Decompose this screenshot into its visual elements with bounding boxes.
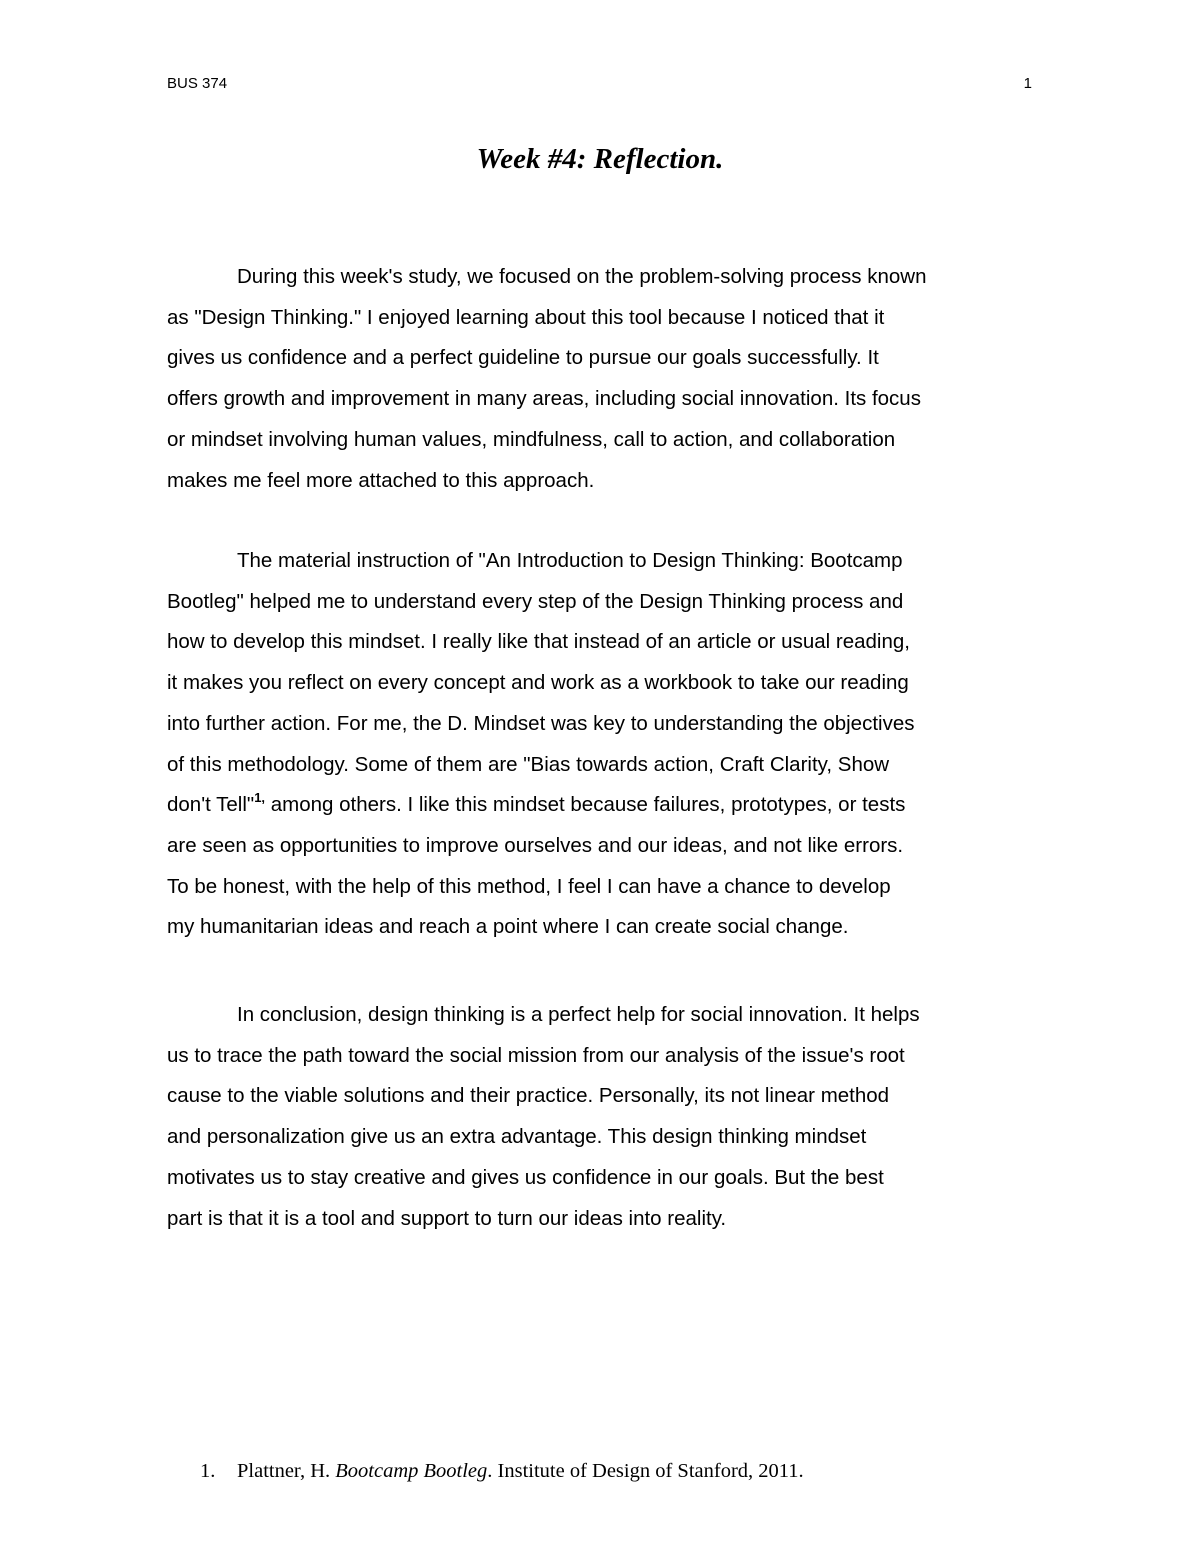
paragraph-line: cause to the viable solutions and their practice. Personally, its not linear method (167, 1084, 890, 1108)
paragraph-line: and personalization give us an extra advantage. This design thinking mindset (167, 1125, 867, 1149)
paragraph-line: how to develop this mindset. I really like that instead of an article or usual reading, (167, 630, 910, 654)
paragraph-line: us to trace the path toward the social mission from our analysis of the issue's root (167, 1043, 905, 1067)
header-course-code: BUS 374 (167, 75, 228, 92)
paragraph-line: of this methodology. Some of them are "Bias towards action, Craft Clarity, Show (167, 752, 890, 776)
paragraph-conclusion (167, 995, 1047, 1239)
paragraph-line: gives us confidence and a perfect guideline to pursue our goals successfully. It (167, 346, 879, 370)
footnote-citation (200, 1457, 804, 1485)
document-title: Week #4: Reflection. (476, 143, 724, 175)
paragraph-line: into further action. For me, the D. Mindset was key to understanding the objectives (167, 711, 915, 735)
paragraph-line: are seen as opportunities to improve ourselves and our ideas, and not like errors. (167, 833, 904, 857)
paragraph-line: In conclusion, design thinking is a perfect help for social innovation. It helps (237, 1003, 920, 1026)
paragraph-line: The material instruction of "An Introduction to Design Thinking: Bootcamp (237, 549, 903, 572)
footnote-author: Plattner, H. (237, 1460, 336, 1482)
paragraph-line: part is that it is a tool and support to turn our ideas into reality. (167, 1206, 727, 1230)
footnote-publisher: . Institute of Design of Stanford, 2011. (487, 1460, 804, 1482)
footnote-reference: 1, (254, 790, 266, 806)
paragraph-intro (167, 257, 1047, 501)
footnote-book-title: Bootcamp Bootleg (335, 1460, 488, 1482)
paragraph-line: Bootleg" helped me to understand every step of the Design Thinking process and (167, 589, 904, 613)
paragraph-line-with-footnote: don't Tell"$^{1,}$ among others. I like this mindset because failures, prototypes, or tests (167, 790, 906, 817)
paragraph-line: as "Design Thinking." I enjoyed learning about this tool because I noticed that it (167, 305, 885, 329)
footnote-number: 1. (200, 1460, 216, 1482)
paragraph-line: it makes you reflect on every concept and work as a workbook to take our reading (167, 671, 909, 695)
paragraph-line: To be honest, with the help of this method, I feel I can have a chance to develop (167, 874, 891, 898)
page-number: 1 (1023, 75, 1032, 92)
paragraph-line: or mindset involving human values, mindfulness, call to action, and collaboration (167, 427, 896, 451)
paragraph-line: motivates us to stay creative and gives us confidence in our goals. But the best (167, 1165, 884, 1189)
paragraph-line: During this week's study, we focused on the problem-solving process known (237, 265, 927, 288)
paragraph-line: makes me feel more attached to this approach. (167, 468, 595, 492)
paragraph-line: offers growth and improvement in many areas, including social innovation. Its focus (167, 387, 921, 411)
paragraph-line: my humanitarian ideas and reach a point where I can create social change. (167, 915, 849, 939)
paragraph-material (167, 541, 1047, 948)
